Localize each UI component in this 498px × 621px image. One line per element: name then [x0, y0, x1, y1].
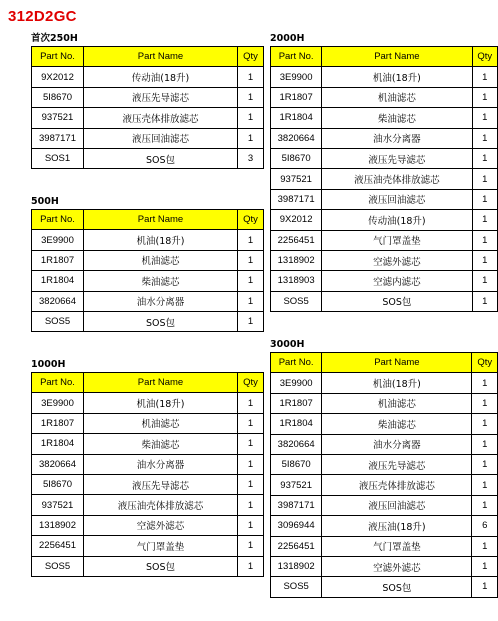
header-qty: Qty: [472, 353, 498, 373]
qty-cell: 1: [238, 311, 264, 331]
table-row: [32, 474, 264, 494]
table-row: [271, 577, 498, 597]
table-row: [32, 230, 264, 250]
parts-table: [31, 209, 264, 332]
table-row: [32, 67, 264, 87]
qty-cell: 1: [472, 475, 498, 495]
qty-cell: 1: [472, 454, 498, 474]
part-name-cell: SOS包: [322, 577, 472, 597]
qty-cell: 1: [472, 373, 498, 393]
table-row: [32, 250, 264, 270]
qty-cell: 1: [472, 556, 498, 576]
header-part-no: Part No.: [271, 353, 322, 373]
part-name-cell: 液压先导滤芯: [84, 87, 238, 107]
part-name-cell: 传动油(18升): [322, 210, 472, 230]
qty-cell: 1: [472, 434, 498, 454]
part-name-cell: 油水分离器: [322, 128, 472, 148]
part-name-cell: 机油(18升): [84, 230, 238, 250]
part-no-cell: 1R1807: [32, 413, 84, 433]
table-header-row: [32, 47, 264, 67]
section-title: 3000H: [270, 339, 305, 350]
table-row: [32, 128, 264, 148]
table-row: [271, 291, 498, 311]
table-row: [271, 393, 498, 413]
part-no-cell: 3820664: [271, 128, 322, 148]
header-part-name: Part Name: [84, 210, 238, 230]
table-row: [271, 475, 498, 495]
table-row: [32, 556, 264, 576]
table-row: [271, 67, 498, 87]
part-name-cell: 气门罩盖垫: [322, 536, 472, 556]
document-title: 312D2GC: [8, 8, 77, 25]
part-name-cell: SOS包: [84, 311, 238, 331]
part-name-cell: SOS包: [84, 556, 238, 576]
part-no-cell: 2256451: [271, 536, 322, 556]
table-row: [32, 536, 264, 556]
part-no-cell: 937521: [271, 475, 322, 495]
table-row: [271, 210, 498, 230]
table-row: [32, 454, 264, 474]
part-name-cell: 油水分离器: [322, 434, 472, 454]
table-row: [271, 454, 498, 474]
part-no-cell: 9X2012: [32, 67, 84, 87]
part-name-cell: 机油(18升): [84, 393, 238, 413]
part-no-cell: 3987171: [32, 128, 84, 148]
part-name-cell: 空滤外滤芯: [84, 515, 238, 535]
part-name-cell: 液压壳体排放滤芯: [322, 475, 472, 495]
part-name-cell: 机油(18升): [322, 373, 472, 393]
qty-cell: 1: [238, 495, 264, 515]
table-row: [271, 495, 498, 515]
part-name-cell: 液压回油滤芯: [322, 189, 472, 209]
table-row: [32, 311, 264, 331]
part-no-cell: SOS5: [271, 577, 322, 597]
part-no-cell: 3820664: [32, 291, 84, 311]
table-row: [271, 87, 498, 107]
part-no-cell: 2256451: [32, 536, 84, 556]
parts-table: [270, 352, 498, 598]
section-3000h: [270, 338, 498, 598]
table-row: [32, 434, 264, 454]
part-name-cell: 油水分离器: [84, 291, 238, 311]
part-no-cell: 3E9900: [32, 393, 84, 413]
part-no-cell: 937521: [32, 495, 84, 515]
part-name-cell: 液压回油滤芯: [322, 495, 472, 515]
qty-cell: 1: [472, 536, 498, 556]
part-name-cell: 机油滤芯: [322, 393, 472, 413]
part-name-cell: SOS包: [84, 148, 238, 168]
part-name-cell: 空滤外滤芯: [322, 556, 472, 576]
part-no-cell: 5I8670: [32, 87, 84, 107]
table-header-row: [271, 47, 498, 67]
part-no-cell: 9X2012: [271, 210, 322, 230]
part-name-cell: 柴油滤芯: [84, 271, 238, 291]
table-row: [271, 373, 498, 393]
table-row: [271, 556, 498, 576]
table-row: [32, 413, 264, 433]
header-qty: Qty: [238, 210, 264, 230]
qty-cell: 1: [238, 291, 264, 311]
qty-cell: 1: [238, 556, 264, 576]
table-row: [271, 414, 498, 434]
part-name-cell: 机油滤芯: [84, 250, 238, 270]
table-row: [32, 87, 264, 107]
table-row: [271, 189, 498, 209]
qty-cell: 1: [238, 87, 264, 107]
part-no-cell: 3987171: [271, 189, 322, 209]
part-name-cell: 液压壳体排放滤芯: [84, 108, 238, 128]
part-no-cell: 3096944: [271, 516, 322, 536]
table-row: [271, 250, 498, 270]
part-name-cell: 液压回油滤芯: [84, 128, 238, 148]
table-header-row: [32, 210, 264, 230]
part-name-cell: 传动油(18升): [84, 67, 238, 87]
part-no-cell: 1R1807: [271, 393, 322, 413]
qty-cell: 1: [238, 128, 264, 148]
table-row: [32, 291, 264, 311]
table-row: [271, 516, 498, 536]
part-no-cell: 3E9900: [271, 373, 322, 393]
table-row: [271, 271, 498, 291]
parts-table: [270, 46, 498, 312]
qty-cell: 1: [238, 536, 264, 556]
qty-cell: 1: [238, 230, 264, 250]
qty-cell: 1: [472, 577, 498, 597]
qty-cell: 1: [238, 108, 264, 128]
part-name-cell: 机油滤芯: [322, 87, 472, 107]
qty-cell: 1: [472, 291, 497, 311]
part-name-cell: 液压油(18升): [322, 516, 472, 536]
part-name-cell: 气门罩盖垫: [84, 536, 238, 556]
section-1000h: [31, 358, 264, 577]
part-no-cell: 1318902: [271, 556, 322, 576]
table-row: [32, 495, 264, 515]
qty-cell: 1: [472, 495, 498, 515]
qty-cell: 1: [472, 250, 497, 270]
qty-cell: 1: [238, 67, 264, 87]
part-no-cell: 937521: [271, 169, 322, 189]
part-no-cell: 3820664: [32, 454, 84, 474]
section-250h: [31, 32, 264, 169]
section-2000h: [270, 32, 498, 312]
table-row: [271, 108, 498, 128]
table-row: [32, 108, 264, 128]
table-row: [32, 271, 264, 291]
part-no-cell: 1R1804: [271, 108, 322, 128]
section-500h: [31, 195, 264, 332]
table-row: [32, 148, 264, 168]
qty-cell: 1: [472, 169, 497, 189]
table-row: [32, 515, 264, 535]
part-name-cell: 液压先导滤芯: [322, 148, 472, 168]
qty-cell: 3: [238, 148, 264, 168]
section-title: 2000H: [270, 33, 305, 44]
part-no-cell: 5I8670: [32, 474, 84, 494]
header-part-no: Part No.: [271, 47, 322, 67]
qty-cell: 1: [238, 434, 264, 454]
qty-cell: 1: [238, 515, 264, 535]
part-no-cell: 1318902: [32, 515, 84, 535]
table-header-row: [271, 353, 498, 373]
part-no-cell: 1R1807: [32, 250, 84, 270]
table-row: [32, 393, 264, 413]
qty-cell: 1: [238, 271, 264, 291]
header-qty: Qty: [238, 373, 264, 393]
part-no-cell: 3E9900: [271, 67, 322, 87]
part-name-cell: 液压先导滤芯: [84, 474, 238, 494]
part-name-cell: 液压先导滤芯: [322, 454, 472, 474]
header-part-name: Part Name: [322, 47, 472, 67]
table-row: [271, 148, 498, 168]
table-row: [271, 434, 498, 454]
part-no-cell: 1R1804: [32, 271, 84, 291]
qty-cell: 1: [472, 271, 497, 291]
header-part-no: Part No.: [32, 210, 84, 230]
part-no-cell: 937521: [32, 108, 84, 128]
table-row: [271, 128, 498, 148]
part-no-cell: 1318902: [271, 250, 322, 270]
qty-cell: 1: [238, 250, 264, 270]
header-part-no: Part No.: [32, 373, 84, 393]
qty-cell: 1: [472, 128, 497, 148]
table-row: [271, 169, 498, 189]
part-no-cell: SOS5: [271, 291, 322, 311]
part-no-cell: 5I8670: [271, 148, 322, 168]
part-no-cell: 5I8670: [271, 454, 322, 474]
part-no-cell: SOS5: [32, 311, 84, 331]
table-row: [271, 536, 498, 556]
qty-cell: 1: [238, 474, 264, 494]
qty-cell: 1: [238, 454, 264, 474]
part-name-cell: 空滤外滤芯: [322, 250, 472, 270]
section-title: 首次250H: [31, 33, 78, 44]
part-name-cell: 气门罩盖垫: [322, 230, 472, 250]
header-part-no: Part No.: [32, 47, 84, 67]
part-name-cell: 空滤内滤芯: [322, 271, 472, 291]
qty-cell: 1: [472, 108, 497, 128]
qty-cell: 1: [472, 210, 497, 230]
qty-cell: 1: [472, 67, 497, 87]
header-qty: Qty: [472, 47, 497, 67]
part-no-cell: 3E9900: [32, 230, 84, 250]
table-header-row: [32, 373, 264, 393]
qty-cell: 1: [238, 413, 264, 433]
header-qty: Qty: [238, 47, 264, 67]
part-no-cell: 2256451: [271, 230, 322, 250]
section-title: 1000H: [31, 359, 66, 370]
part-name-cell: 液压油壳体排放滤芯: [84, 495, 238, 515]
part-no-cell: 1R1807: [271, 87, 322, 107]
qty-cell: 1: [472, 87, 497, 107]
table-row: [271, 230, 498, 250]
part-no-cell: SOS5: [32, 556, 84, 576]
qty-cell: 1: [472, 230, 497, 250]
part-no-cell: SOS1: [32, 148, 84, 168]
section-title: 500H: [31, 196, 59, 207]
part-name-cell: SOS包: [322, 291, 472, 311]
part-no-cell: 3820664: [271, 434, 322, 454]
qty-cell: 1: [238, 393, 264, 413]
part-name-cell: 液压油壳体排放滤芯: [322, 169, 472, 189]
parts-table: [31, 372, 264, 577]
part-name-cell: 柴油滤芯: [322, 108, 472, 128]
part-name-cell: 机油滤芯: [84, 413, 238, 433]
header-part-name: Part Name: [84, 373, 238, 393]
qty-cell: 6: [472, 516, 498, 536]
part-no-cell: 1R1804: [32, 434, 84, 454]
part-no-cell: 1318903: [271, 271, 322, 291]
part-name-cell: 机油(18升): [322, 67, 472, 87]
qty-cell: 1: [472, 414, 498, 434]
qty-cell: 1: [472, 148, 497, 168]
part-no-cell: 1R1804: [271, 414, 322, 434]
part-no-cell: 3987171: [271, 495, 322, 515]
parts-table: [31, 46, 264, 169]
part-name-cell: 油水分离器: [84, 454, 238, 474]
part-name-cell: 柴油滤芯: [322, 414, 472, 434]
header-part-name: Part Name: [322, 353, 472, 373]
qty-cell: 1: [472, 189, 497, 209]
qty-cell: 1: [472, 393, 498, 413]
part-name-cell: 柴油滤芯: [84, 434, 238, 454]
header-part-name: Part Name: [84, 47, 238, 67]
